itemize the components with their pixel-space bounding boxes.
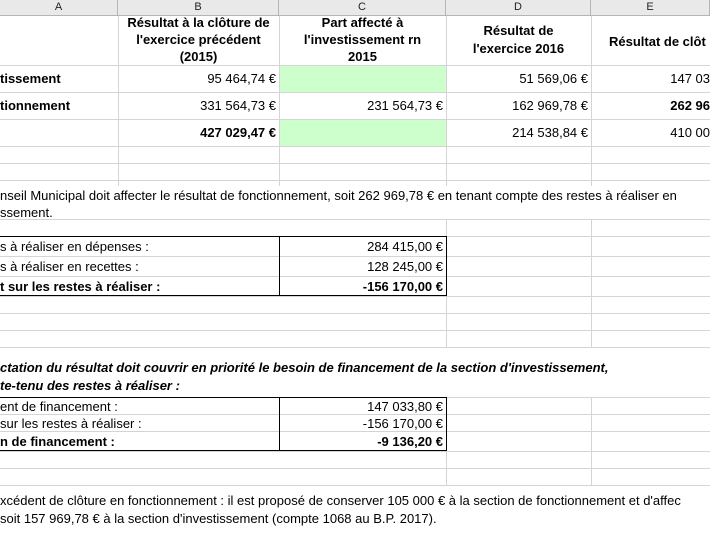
cell-d3[interactable]: 162 969,78 €: [512, 98, 588, 113]
paragraph-line: ctation du résultat doit couvrir en priorité le besoin de financement de la section d'investissement,: [0, 360, 609, 375]
column-header-a[interactable]: A: [0, 0, 118, 16]
header-c[interactable]: Part affecté à l'investissement rn 2015: [303, 15, 422, 64]
besoin-value-excedent[interactable]: 147 033,80 €: [367, 399, 443, 414]
highlight-cell-c2[interactable]: [279, 65, 446, 92]
paragraph-line: soit 157 969,78 € à la section d'investissement (compte 1068 au B.P. 2017).: [0, 511, 437, 526]
besoin-value-total[interactable]: -9 136,20 €: [377, 434, 443, 449]
column-header-b[interactable]: B: [118, 0, 279, 16]
cell-b4[interactable]: 427 029,47 €: [200, 125, 276, 140]
cell-b3[interactable]: 331 564,73 €: [200, 98, 276, 113]
header-d[interactable]: Résultat de l'exercice 2016: [472, 23, 565, 56]
cell-d4[interactable]: 214 538,84 €: [512, 125, 588, 140]
column-header-e[interactable]: E: [591, 0, 710, 16]
highlight-cell-c4[interactable]: [279, 119, 446, 146]
besoin-value-solde-restes[interactable]: -156 170,00 €: [362, 416, 443, 431]
cell-d2[interactable]: 51 569,06 €: [519, 71, 588, 86]
restes-value-depenses[interactable]: 284 415,00 €: [367, 239, 443, 254]
cell-e3[interactable]: 262 96: [670, 98, 710, 113]
header-e[interactable]: Résultat de clôt: [609, 34, 706, 49]
paragraph-line: te-tenu des restes à réaliser :: [0, 378, 180, 393]
besoin-label-total[interactable]: n de financement :: [0, 434, 115, 449]
restes-label-solde[interactable]: t sur les restes à réaliser :: [0, 279, 161, 294]
column-header-c[interactable]: C: [279, 0, 446, 16]
restes-label-recettes[interactable]: s à réaliser en recettes :: [0, 259, 139, 274]
paragraph-line: xcédent de clôture en fonctionnement : il est proposé de conserver 105 000 € à la section de fonctionnement et d'affec: [0, 493, 681, 508]
cell-e2[interactable]: 147 03: [670, 71, 710, 86]
besoin-label-excedent[interactable]: ent de financement :: [0, 399, 118, 414]
besoin-label-solde-restes[interactable]: sur les restes à réaliser :: [0, 416, 142, 431]
header-b[interactable]: Résultat à la clôture de l'exercice précédent (2015): [127, 15, 270, 64]
restes-label-depenses[interactable]: s à réaliser en dépenses :: [0, 239, 149, 254]
restes-value-solde[interactable]: -156 170,00 €: [362, 279, 443, 294]
cell-c3[interactable]: 231 564,73 €: [367, 98, 443, 113]
column-header-d[interactable]: D: [446, 0, 591, 16]
restes-value-recettes[interactable]: 128 245,00 €: [367, 259, 443, 274]
cell-e4[interactable]: 410 00: [670, 125, 710, 140]
paragraph-line: nseil Municipal doit affecter le résultat de fonctionnement, soit 262 969,78 € en tenant compte des restes à réaliser en: [0, 188, 677, 203]
row-label-investissement[interactable]: tissement: [0, 71, 61, 86]
paragraph-line: ssement.: [0, 205, 53, 220]
cell-b2[interactable]: 95 464,74 €: [207, 71, 276, 86]
row-label-fonctionnement[interactable]: tionnement: [0, 98, 71, 113]
